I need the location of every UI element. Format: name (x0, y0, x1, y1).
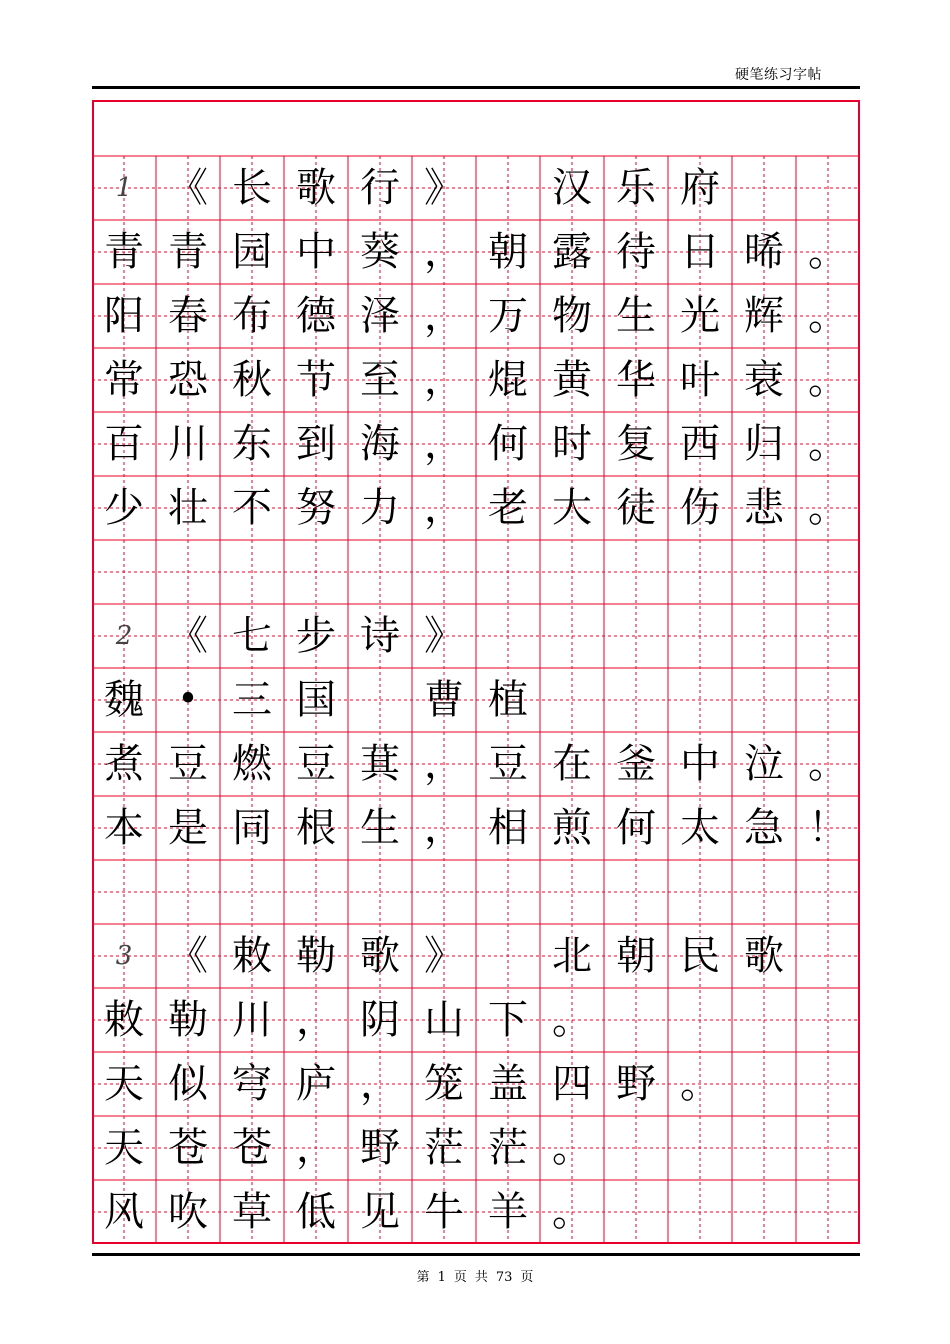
character-cell: ， (424, 229, 464, 275)
character-cell: 植 (488, 677, 528, 723)
text-row (92, 860, 860, 924)
empty-cell (412, 860, 476, 924)
empty-cell (604, 1180, 668, 1244)
character-cell: ， (424, 293, 464, 339)
character-cell: 光 (680, 293, 720, 339)
character-cell: 燃 (232, 741, 272, 787)
empty-cell (476, 924, 540, 988)
character-cell: 豆 (296, 741, 336, 787)
empty-cell (732, 1052, 796, 1116)
header-title: 硬笔练习字帖 (735, 67, 822, 83)
text-row (92, 1116, 860, 1180)
empty-cell (92, 540, 156, 604)
character-cell: 德 (296, 293, 336, 339)
character-cell: ， (424, 357, 464, 403)
character-cell: 阴 (360, 997, 400, 1043)
empty-cell (732, 156, 796, 220)
empty-cell (668, 1180, 732, 1244)
character-cell: 苍 (168, 1125, 208, 1171)
character-cell: ， (360, 1061, 400, 1107)
character-cell: 海 (360, 421, 400, 467)
character-cell: 《 (168, 933, 208, 979)
character-cell: 何 (616, 805, 656, 851)
character-cell: 野 (616, 1061, 656, 1107)
text-row (92, 476, 860, 540)
empty-cell (476, 540, 540, 604)
character-cell: ， (424, 485, 464, 531)
text-row (92, 540, 860, 604)
empty-cell (284, 860, 348, 924)
character-cell: 盖 (488, 1061, 528, 1107)
empty-cell (732, 1116, 796, 1180)
character-cell: 相 (488, 805, 528, 851)
empty-cell (796, 860, 860, 924)
empty-cell (348, 540, 412, 604)
empty-cell (732, 668, 796, 732)
empty-cell (796, 156, 860, 220)
character-cell: 急 (744, 805, 784, 851)
empty-cell (668, 988, 732, 1052)
character-cell: 百 (104, 421, 144, 467)
character-cell: 乐 (616, 165, 656, 211)
character-cell: 生 (616, 293, 656, 339)
character-cell: 华 (616, 357, 656, 403)
text-row (92, 796, 860, 860)
empty-cell (732, 604, 796, 668)
empty-cell (668, 1116, 732, 1180)
character-cell: 川 (232, 997, 272, 1043)
empty-cell (604, 540, 668, 604)
character-cell: 中 (296, 229, 336, 275)
character-cell: 到 (296, 421, 336, 467)
character-cell: ， (424, 421, 464, 467)
empty-cell (348, 860, 412, 924)
character-cell: 敕 (104, 997, 144, 1043)
empty-cell (732, 1180, 796, 1244)
character-cell: 常 (104, 357, 144, 403)
character-cell: 国 (296, 677, 336, 723)
character-cell: 万 (488, 293, 528, 339)
character-cell: ！ (808, 805, 848, 851)
character-cell: 似 (168, 1061, 208, 1107)
character-cell: 日 (680, 229, 720, 275)
text-row (92, 412, 860, 476)
empty-cell (604, 1116, 668, 1180)
empty-cell (540, 604, 604, 668)
empty-cell (220, 540, 284, 604)
character-cell: 黄 (552, 357, 592, 403)
character-cell: 《 (168, 613, 208, 659)
character-cell: 葵 (360, 229, 400, 275)
character-cell: 。 (808, 421, 848, 467)
character-cell: 少 (104, 485, 144, 531)
character-cell: 青 (104, 229, 144, 275)
empty-cell (732, 988, 796, 1052)
character-cell: 是 (168, 805, 208, 851)
empty-cell (604, 668, 668, 732)
page-footer (0, 1266, 950, 1285)
character-cell: 泣 (744, 741, 784, 787)
character-cell: 。 (808, 741, 848, 787)
character-cell: 汉 (552, 165, 592, 211)
empty-cell (796, 540, 860, 604)
character-cell: ， (424, 741, 464, 787)
empty-cell (92, 860, 156, 924)
character-cell: 不 (232, 485, 272, 531)
character-cell: 穹 (232, 1061, 272, 1107)
footer-rule (92, 1253, 860, 1256)
character-cell: 野 (360, 1125, 400, 1171)
empty-cell (476, 604, 540, 668)
character-cell: 北 (552, 933, 592, 979)
empty-cell (668, 860, 732, 924)
empty-cell (796, 668, 860, 732)
character-cell: 归 (744, 421, 784, 467)
character-cell: 歌 (360, 933, 400, 979)
empty-cell (156, 860, 220, 924)
character-cell: 吹 (168, 1189, 208, 1235)
character-cell: 本 (104, 805, 144, 851)
character-cell: 天 (104, 1061, 144, 1107)
character-cell: 何 (488, 421, 528, 467)
character-cell: ， (424, 805, 464, 851)
character-cell: 。 (552, 1125, 592, 1171)
character-cell: 三 (232, 677, 272, 723)
character-cell: 茫 (488, 1125, 528, 1171)
character-cell: 同 (232, 805, 272, 851)
character-cell: 勒 (296, 933, 336, 979)
text-row (92, 732, 860, 796)
character-cell: 牛 (424, 1189, 464, 1235)
text-row (92, 668, 860, 732)
text-row (92, 220, 860, 284)
character-cell: 豆 (168, 741, 208, 787)
character-cell: 羊 (488, 1189, 528, 1235)
character-cell: 阳 (104, 293, 144, 339)
character-cell: 天 (104, 1125, 144, 1171)
character-cell: ， (296, 997, 336, 1043)
character-cell: 西 (680, 421, 720, 467)
empty-cell (796, 988, 860, 1052)
character-cell: 3 (115, 941, 133, 971)
character-cell: 见 (360, 1189, 400, 1235)
character-cell: 草 (232, 1189, 272, 1235)
empty-cell (348, 668, 412, 732)
character-cell: 四 (552, 1061, 592, 1107)
character-cell: 川 (168, 421, 208, 467)
character-cell: 。 (680, 1061, 720, 1107)
character-cell: 2 (115, 621, 133, 651)
character-cell: 山 (424, 997, 464, 1043)
character-cell: 》 (424, 613, 464, 659)
character-cell: 民 (680, 933, 720, 979)
character-cell: 府 (680, 165, 720, 211)
text-row (92, 1180, 860, 1244)
empty-cell (604, 860, 668, 924)
character-cell: 《 (168, 165, 208, 211)
character-cell: 生 (360, 805, 400, 851)
character-cell: 中 (680, 741, 720, 787)
empty-cell (796, 924, 860, 988)
text-row (92, 348, 860, 412)
empty-cell (796, 1116, 860, 1180)
empty-cell (540, 540, 604, 604)
character-cell: 复 (616, 421, 656, 467)
character-cell: 笼 (424, 1061, 464, 1107)
character-cell: 长 (232, 165, 272, 211)
character-cell: 庐 (296, 1061, 336, 1107)
character-cell: 努 (296, 485, 336, 531)
character-cell: 焜 (488, 357, 528, 403)
character-cell: 衰 (744, 357, 784, 403)
empty-cell (412, 540, 476, 604)
character-cell: 步 (296, 613, 336, 659)
character-cell: 萁 (360, 741, 400, 787)
character-cell: 。 (808, 229, 848, 275)
character-cell: 东 (232, 421, 272, 467)
empty-cell (284, 540, 348, 604)
character-cell: ， (296, 1125, 336, 1171)
character-cell: 壮 (168, 485, 208, 531)
character-cell: 春 (168, 293, 208, 339)
character-cell: 歌 (744, 933, 784, 979)
character-cell: 叶 (680, 357, 720, 403)
character-cell: 露 (552, 229, 592, 275)
character-cell: 煎 (552, 805, 592, 851)
empty-cell (604, 988, 668, 1052)
character-cell: 低 (296, 1189, 336, 1235)
character-cell: 至 (360, 357, 400, 403)
character-cell: 苍 (232, 1125, 272, 1171)
character-cell: 》 (424, 165, 464, 211)
character-cell: 徒 (616, 485, 656, 531)
character-cell: 晞 (744, 229, 784, 275)
footer-di: 第 (416, 1270, 430, 1285)
footer-gong: 共 (474, 1270, 488, 1285)
empty-cell (476, 860, 540, 924)
character-cell: 风 (104, 1189, 144, 1235)
character-cell: 物 (552, 293, 592, 339)
character-cell: 歌 (296, 165, 336, 211)
character-cell: 茫 (424, 1125, 464, 1171)
character-cell: 老 (488, 485, 528, 531)
empty-cell (604, 604, 668, 668)
character-cell: 釜 (616, 741, 656, 787)
empty-cell (540, 668, 604, 732)
character-cell: 悲 (744, 485, 784, 531)
character-cell: 》 (424, 933, 464, 979)
character-cell: 敕 (232, 933, 272, 979)
character-cell: 布 (232, 293, 272, 339)
footer-ye2: 页 (520, 1270, 534, 1285)
character-cell: 大 (552, 485, 592, 531)
empty-cell (796, 1180, 860, 1244)
character-cell: 。 (552, 997, 592, 1043)
text-row (92, 156, 860, 220)
character-cell: 恐 (168, 357, 208, 403)
character-cell: 朝 (616, 933, 656, 979)
empty-cell (156, 540, 220, 604)
character-cell: 秋 (232, 357, 272, 403)
empty-cell (220, 860, 284, 924)
text-row (92, 924, 860, 988)
character-cell: 根 (296, 805, 336, 851)
character-cell: 待 (616, 229, 656, 275)
character-cell: 。 (808, 485, 848, 531)
character-cell: 下 (488, 997, 528, 1043)
character-cell: 伤 (680, 485, 720, 531)
character-cell: 七 (232, 613, 272, 659)
character-cell: 。 (808, 357, 848, 403)
empty-cell (668, 540, 732, 604)
character-cell: 辉 (744, 293, 784, 339)
header-rule (92, 86, 860, 89)
character-cell: 。 (808, 293, 848, 339)
text-row (92, 284, 860, 348)
footer-total-pages: 73 (495, 1270, 513, 1285)
empty-cell (668, 668, 732, 732)
footer-page-number: 1 (437, 1270, 446, 1285)
empty-cell (732, 540, 796, 604)
character-cell: 诗 (360, 613, 400, 659)
character-cell: 1 (115, 173, 133, 203)
character-cell: 园 (232, 229, 272, 275)
character-cell: 青 (168, 229, 208, 275)
character-cell: 泽 (360, 293, 400, 339)
text-row (92, 604, 860, 668)
character-cell: 勒 (168, 997, 208, 1043)
character-cell: 太 (680, 805, 720, 851)
empty-cell (796, 604, 860, 668)
character-cell: 行 (360, 165, 400, 211)
practice-grid (92, 100, 860, 1244)
character-cell: • (177, 679, 199, 720)
character-cell: 。 (552, 1189, 592, 1235)
empty-cell (668, 604, 732, 668)
character-cell: 节 (296, 357, 336, 403)
character-cell: 豆 (488, 741, 528, 787)
character-cell: 在 (552, 741, 592, 787)
text-row (92, 988, 860, 1052)
empty-cell (732, 860, 796, 924)
character-cell: 时 (552, 421, 592, 467)
character-cell: 魏 (104, 677, 144, 723)
character-cell: 朝 (488, 229, 528, 275)
footer-ye: 页 (453, 1270, 467, 1285)
empty-cell (476, 156, 540, 220)
empty-cell (540, 860, 604, 924)
character-cell: 煮 (104, 741, 144, 787)
character-cell: 力 (360, 485, 400, 531)
empty-cell (796, 1052, 860, 1116)
text-row (92, 1052, 860, 1116)
character-cell: 曹 (424, 677, 464, 723)
